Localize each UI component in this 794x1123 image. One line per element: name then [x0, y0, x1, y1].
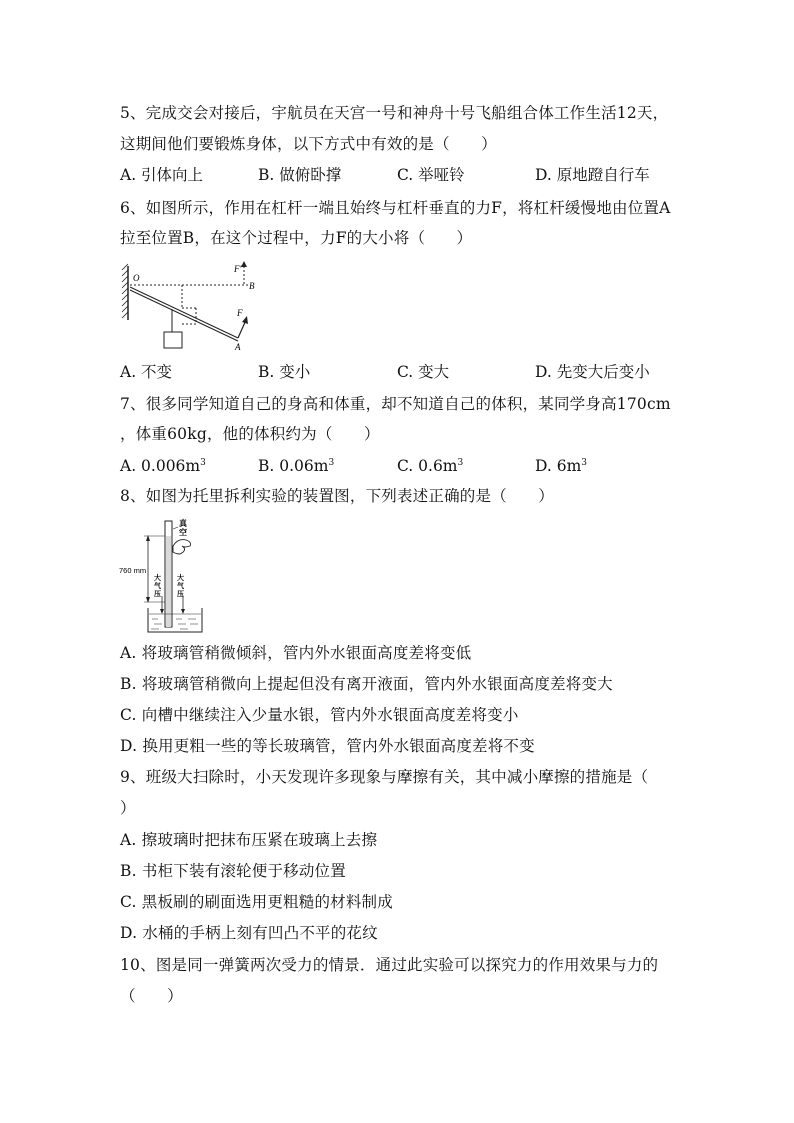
- q9-option-d: D. 水桶的手柄上刻有凹凸不平的花纹: [120, 924, 378, 942]
- q7-stem-line2: ，体重60kg，他的体积约为（ ）: [120, 425, 380, 443]
- q9-stem-line1: 9、班级大扫除时，小天发现许多现象与摩擦有关，其中减小摩擦的措施是（: [120, 768, 649, 786]
- q9-option-a: A. 擦玻璃时把抹布压紧在玻璃上去擦: [120, 831, 378, 849]
- q6-option-b: B. 变小: [258, 363, 311, 381]
- q6-option-d: D. 先变大后变小: [535, 363, 650, 381]
- q9-option-c: C. 黑板刷的刷面选用更粗糙的材料制成: [120, 893, 393, 911]
- q5-option-c: C. 举哑铃: [397, 166, 465, 184]
- q9-option-b: B. 书柜下装有滚轮便于移动位置: [120, 862, 346, 880]
- torricelli-label-760mm: 760 mm: [119, 566, 147, 575]
- q7-option-c: C. $0.6m^3$: [397, 457, 464, 475]
- q8-option-d: D. 换用更粗一些的等长玻璃管，管内外水银面高度差将不变: [120, 737, 535, 755]
- q7-option-a: A. $0.006m^3$: [120, 457, 206, 475]
- q5-option-b: B. 做俯卧撑: [258, 166, 342, 184]
- torricelli-figure: [118, 516, 208, 638]
- q8-option-b: B. 将玻璃管稍微向上提起但没有离开液面，管内外水银面高度差将变大: [120, 675, 613, 693]
- lever-label-f: F: [237, 308, 243, 318]
- torricelli-label-vacuum-1: 真: [179, 518, 187, 528]
- lever-figure: [118, 258, 268, 354]
- q10-stem-line1: 10、图是同一弹簧两次受力的情景．通过此实验可以探究力的作用效果与力的: [120, 956, 659, 974]
- q6-option-c: C. 变大: [397, 363, 450, 381]
- q8-stem-line1: 8、如图为托里拆利实验的装置图，下列表述正确的是（ ）: [120, 487, 554, 505]
- q7-stem-line1: 7、很多同学知道自己的身高和体重，却不知道自己的体积，某同学身高170cm: [120, 395, 671, 413]
- q7-option-b: B. $0.06m^3$: [258, 457, 335, 475]
- q9-stem-line2: ）: [120, 799, 136, 817]
- q5-option-a: A. 引体向上: [120, 166, 204, 184]
- torricelli-label-atm-a3: 压: [154, 589, 161, 598]
- q5-option-d: D. 原地蹬自行车: [535, 166, 650, 184]
- q7-option-d: D. $6m^3$: [535, 457, 588, 475]
- lever-label-a: A: [235, 342, 241, 352]
- torricelli-label-atm-b3: 压: [177, 589, 184, 598]
- lever-label-f-prime: F': [234, 264, 242, 274]
- q5-stem-line1: 5、完成交会对接后，宇航员在天宫一号和神舟十号飞船组合体工作生活12天，: [120, 104, 669, 122]
- q8-option-a: A. 将玻璃管稍微倾斜，管内外水银面高度差将变低: [120, 644, 472, 662]
- q6-option-a: A. 不变: [120, 363, 173, 381]
- torricelli-label-vacuum-2: 空: [179, 527, 187, 537]
- q8-option-c: C. 向槽中继续注入少量水银，管内外水银面高度差将变小: [120, 706, 519, 724]
- lever-label-o: O: [133, 273, 140, 283]
- lever-label-b: B: [249, 281, 255, 291]
- torricelli-label-atm-b1: 大: [177, 573, 184, 582]
- q6-stem-line2: 拉至位置B，在这个过程中，力F的大小将（ ）: [120, 229, 473, 247]
- q5-stem-line2: 这期间他们要锻炼身体，以下方式中有效的是（ ）: [120, 135, 497, 153]
- q10-stem-line2: （ ）: [120, 987, 183, 1005]
- torricelli-label-atm-a1: 大: [154, 573, 161, 582]
- q6-stem-line1: 6、如图所示，作用在杠杆一端且始终与杠杆垂直的力F，将杠杆缓慢地由位置A: [120, 199, 671, 217]
- torricelli-label-atm-b2: 气: [177, 581, 184, 590]
- torricelli-label-atm-a2: 气: [154, 581, 161, 590]
